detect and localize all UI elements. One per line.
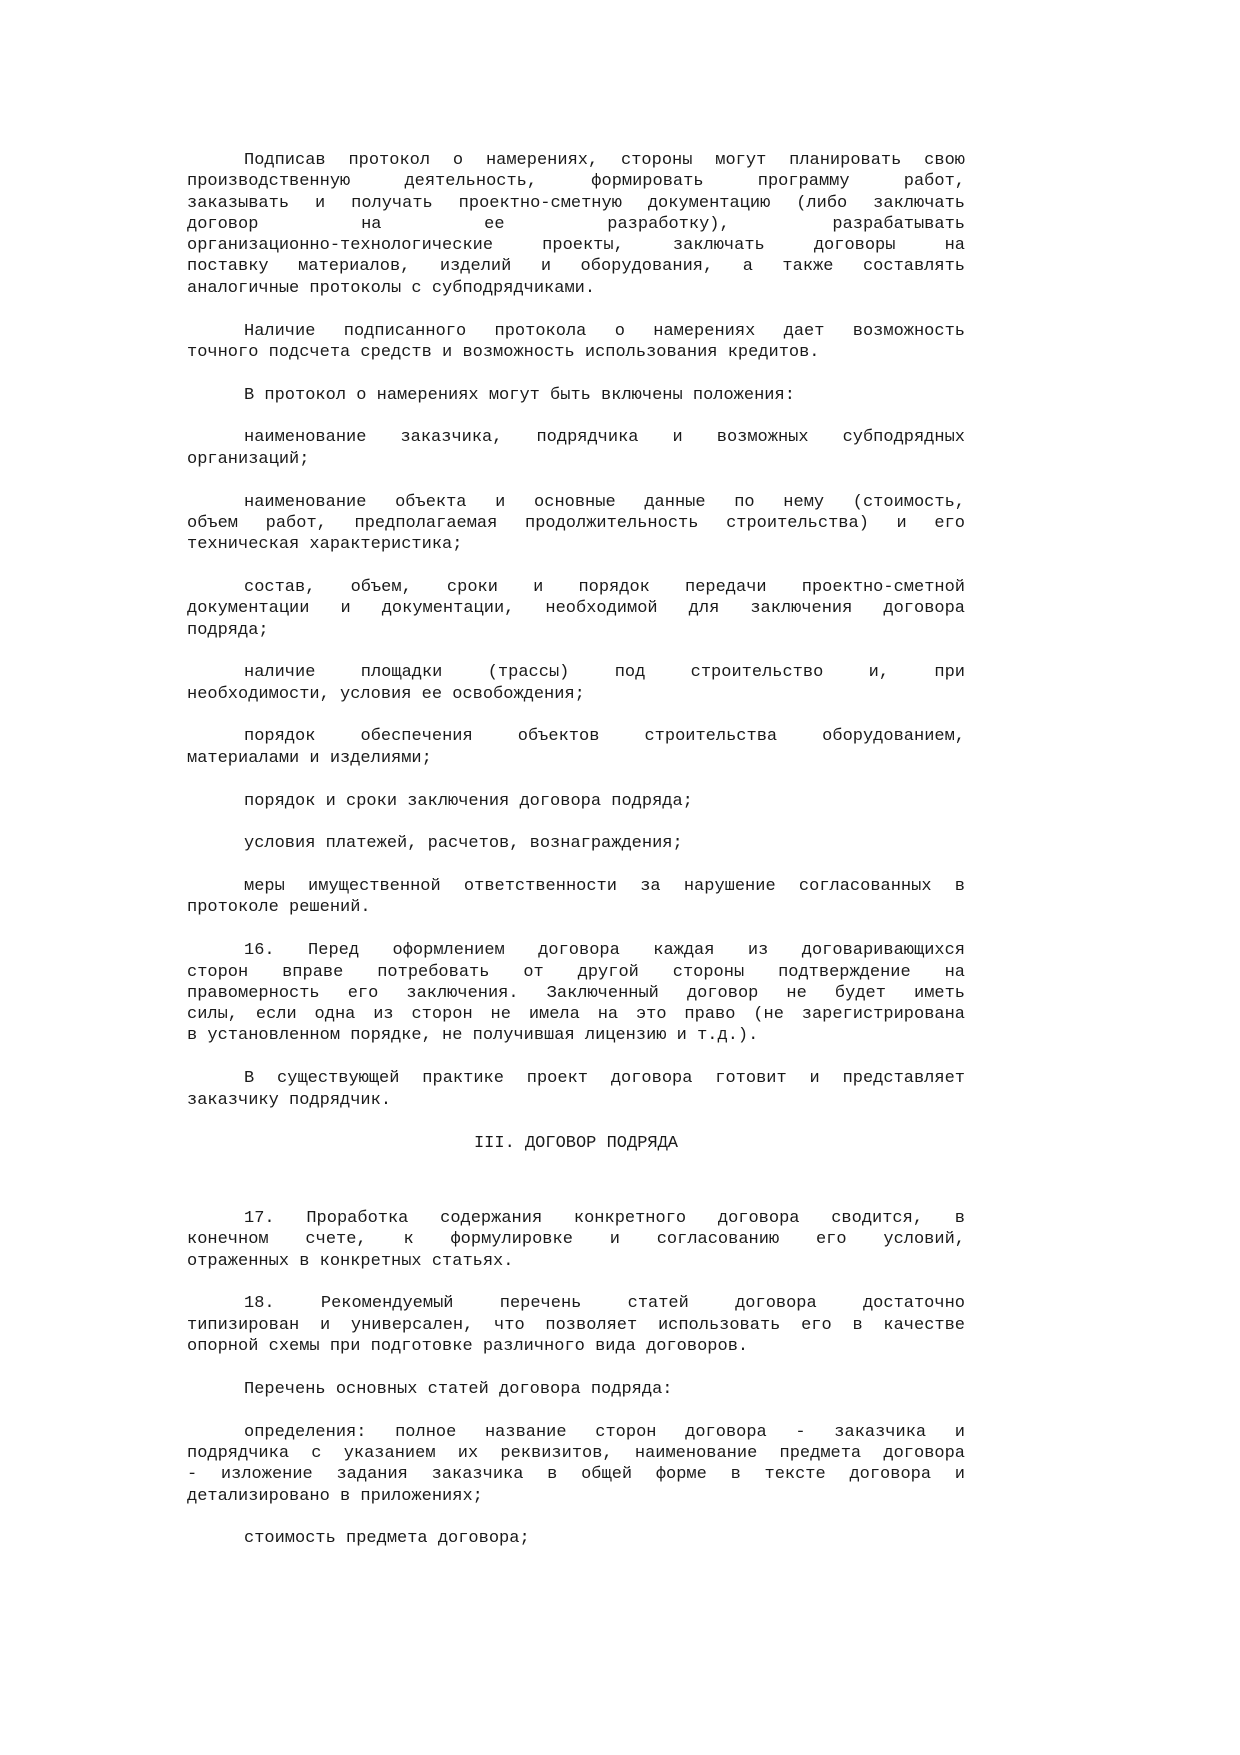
text-line: определения: полное название сторон договора - заказчика и bbox=[244, 1422, 965, 1442]
list-item-provision bbox=[187, 833, 965, 854]
text-line: 17. Проработка содержания конкретного договора сводится, в bbox=[244, 1209, 965, 1229]
text-line: силы, если одна из сторон не имела на это право (не зарегистрирована bbox=[187, 1005, 965, 1025]
list-item-provision bbox=[187, 791, 965, 812]
document-page bbox=[187, 150, 965, 1571]
text-line: в установленном порядке, не получившая лицензию и т.д.). bbox=[187, 1026, 759, 1046]
text-line: типизирован и универсален, что позволяет использовать его в качестве bbox=[187, 1315, 965, 1335]
list-item-provision bbox=[187, 876, 965, 919]
list-item-provision bbox=[187, 662, 965, 705]
text-line: конечном счете, к формулировке и согласованию его условий, bbox=[187, 1230, 965, 1250]
text-line: материалами и изделиями; bbox=[187, 748, 432, 768]
text-line: подряда; bbox=[187, 620, 269, 640]
text-line: необходимости, условия ее освобождения; bbox=[187, 684, 585, 704]
paragraph-protocol-provisions bbox=[187, 385, 965, 406]
text-line: детализировано в приложениях; bbox=[187, 1486, 483, 1506]
text-line: сторон вправе потребовать от другой стороны подтверждение на bbox=[187, 962, 965, 982]
text-line: опорной схемы при подготовке различного вида договоров. bbox=[187, 1337, 749, 1357]
text-line: производственную деятельность, формировать программу работ, bbox=[187, 172, 965, 192]
text-line: наличие площадки (трассы) под строительство и, при bbox=[244, 663, 965, 683]
text-line: В протокол о намерениях могут быть включены положения: bbox=[244, 385, 795, 405]
text-line: заказывать и получать проектно-сметную документацию (либо заключать bbox=[187, 193, 965, 213]
paragraph-clause-16 bbox=[187, 940, 965, 1046]
text-line: протоколе решений. bbox=[187, 898, 371, 918]
text-line: точного подсчета средств и возможность использования кредитов. bbox=[187, 342, 820, 362]
text-line: организаций; bbox=[187, 449, 310, 469]
text-line: договор на ее разработку), разрабатывать bbox=[187, 214, 965, 234]
text-line: наименование заказчика, подрядчика и возможных субподрядных bbox=[244, 428, 965, 448]
text-line: отраженных в конкретных статьях. bbox=[187, 1251, 514, 1271]
text-line: Наличие подписанного протокола о намерениях дает возможность bbox=[244, 321, 965, 341]
text-line: Перечень основных статей договора подряда: bbox=[244, 1379, 673, 1399]
text-line: наименование объекта и основные данные по нему (стоимость, bbox=[244, 492, 965, 512]
text-line: В существующей практике проект договора готовит и представляет bbox=[244, 1069, 965, 1089]
text-line: объем работ, предполагаемая продолжительность строительства) и его bbox=[187, 513, 965, 533]
text-line: меры имущественной ответственности за нарушение согласованных в bbox=[244, 877, 965, 897]
text-line: аналогичные протоколы с субподрядчиками. bbox=[187, 278, 596, 298]
section-heading: III. ДОГОВОР ПОДРЯДА bbox=[473, 1133, 679, 1153]
text-line: Подписав протокол о намерениях, стороны могут планировать свою bbox=[244, 151, 965, 170]
paragraph-articles-list-intro bbox=[187, 1379, 965, 1400]
text-line: техническая характеристика; bbox=[187, 535, 463, 555]
list-item-article bbox=[187, 1422, 965, 1507]
paragraph-clause-18 bbox=[187, 1293, 965, 1357]
text-line: организационно-технологические проекты, заключать договоры на bbox=[187, 236, 965, 256]
paragraph-clause-17 bbox=[187, 1208, 965, 1272]
text-line: заказчику подрядчик. bbox=[187, 1090, 392, 1110]
text-line: порядок обеспечения объектов строительства оборудованием, bbox=[244, 727, 965, 747]
list-item-provision bbox=[187, 726, 965, 769]
text-line: - изложение задания заказчика в общей форме в тексте договора и bbox=[187, 1465, 965, 1485]
text-line: правомерность его заключения. Заключенный договор не будет иметь bbox=[187, 983, 965, 1003]
paragraph-protocol-signing bbox=[187, 150, 965, 299]
text-line: поставку материалов, изделий и оборудования, а также составлять bbox=[187, 257, 965, 277]
list-item-provision bbox=[187, 427, 965, 470]
list-item-provision bbox=[187, 492, 965, 556]
text-line: стоимость предмета договора; bbox=[244, 1529, 530, 1549]
text-line: состав, объем, сроки и порядок передачи проектно-сметной bbox=[244, 577, 965, 597]
text-line: подрядчика с указанием их реквизитов, наименование предмета договора bbox=[187, 1443, 965, 1463]
paragraph-signed-protocol bbox=[187, 321, 965, 364]
paragraph-existing-practice bbox=[187, 1068, 965, 1111]
text-line: 16. Перед оформлением договора каждая из договаривающихся bbox=[244, 941, 965, 961]
text-line: 18. Рекомендуемый перечень статей договора достаточно bbox=[244, 1294, 965, 1314]
text-line: условия платежей, расчетов, вознаграждения; bbox=[244, 834, 683, 854]
text-line: порядок и сроки заключения договора подряда; bbox=[244, 791, 693, 811]
list-item-provision bbox=[187, 577, 965, 641]
text-line: документации и документации, необходимой для заключения договора bbox=[187, 599, 965, 619]
list-item-article bbox=[187, 1528, 965, 1549]
